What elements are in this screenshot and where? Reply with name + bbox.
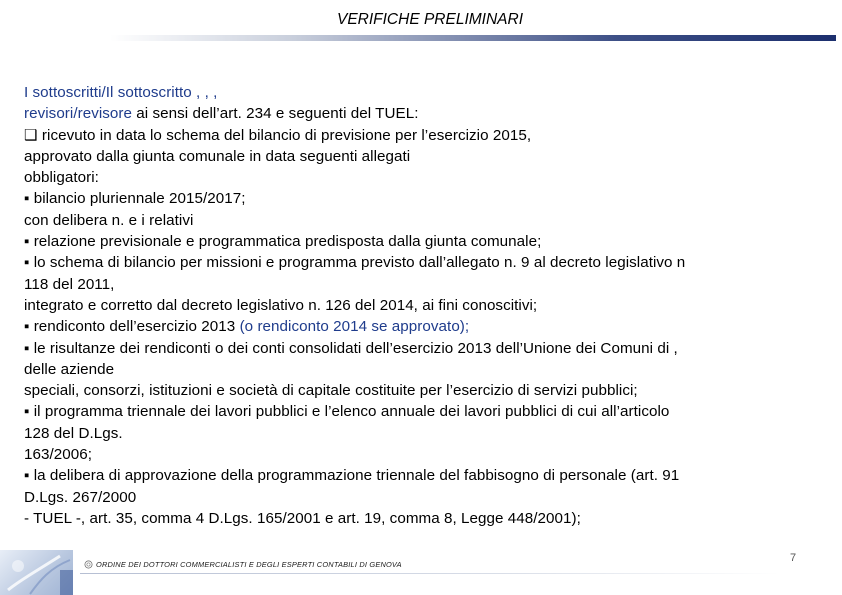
- rendiconto-note: (o rendiconto 2014 se approvato);: [239, 318, 470, 336]
- auditors-line: [24, 103, 824, 124]
- auditors-reference: ai sensi dell’art. 234 e seguenti del TUEL:: [132, 105, 419, 123]
- logo-icon: [0, 550, 73, 595]
- list-item-continuation: 163/2006;: [24, 446, 93, 464]
- received-line: ❑ ricevuto in data lo schema del bilancio di previsione per l’esercizio 2015,: [24, 126, 532, 144]
- list-item: [24, 316, 824, 337]
- list-item-continuation: speciali, consorzi, istituzioni e società di capitale costituite per l’esercizio di servizi pubblici;: [24, 382, 638, 400]
- title-divider: [110, 35, 836, 41]
- document-body: [24, 82, 824, 529]
- mandatory-line: obbligatori:: [24, 169, 99, 187]
- auditors-role: revisori/revisore: [24, 105, 133, 123]
- list-item: ▪ bilancio pluriennale 2015/2017;: [24, 190, 246, 208]
- list-item-continuation: delle aziende: [24, 360, 115, 378]
- list-item-continuation: D.Lgs. 267/2000: [24, 488, 137, 506]
- footer-divider: [80, 573, 780, 574]
- list-item-continuation: 128 del D.Lgs.: [24, 424, 123, 442]
- resolution-line: con delibera n. e i relativi: [24, 211, 194, 229]
- list-item: ▪ la delibera di approvazione della programmazione triennale del fabbisogno di personale (art. 91: [24, 467, 680, 485]
- logo-graphic-icon: [0, 550, 73, 595]
- page-number: 7: [790, 552, 797, 564]
- rendiconto-text: ▪ rendiconto dell’esercizio 2013: [24, 318, 240, 336]
- seal-icon: [84, 560, 93, 569]
- approved-line: approvato dalla giunta comunale in data seguenti allegati: [24, 147, 411, 165]
- footer-organization: [84, 560, 402, 569]
- list-item-continuation: integrato e corretto dal decreto legislativo n. 126 del 2014, ai fini conoscitivi;: [24, 296, 538, 314]
- signatories-line: I sottoscritti/Il sottoscritto , , ,: [24, 84, 218, 101]
- list-item: ▪ relazione previsionale e programmatica predisposta dalla giunta comunale;: [24, 233, 542, 251]
- list-item: ▪ lo schema di bilancio per missioni e programma previsto dall’allegato n. 9 al decreto legislativo n: [24, 254, 686, 272]
- list-item-continuation: - TUEL -, art. 35, comma 4 D.Lgs. 165/2001 e art. 19, comma 8, Legge 448/2001);: [24, 509, 581, 527]
- list-item: ▪ il programma triennale dei lavori pubblici e l’elenco annuale dei lavori pubblici di cui all’articolo: [24, 403, 670, 421]
- page-title: VERIFICHE PRELIMINARI: [336, 11, 524, 28]
- list-item-continuation: 118 del 2011,: [24, 275, 115, 293]
- footer-organization-label: ORDINE DEI DOTTORI COMMERCIALISTI E DEGLI ESPERTI CONTABILI DI GENOVA: [96, 560, 402, 569]
- list-item: ▪ le risultanze dei rendiconti o dei conti consolidati dell’esercizio 2013 dell’Unione dei Comuni di ,: [24, 339, 678, 357]
